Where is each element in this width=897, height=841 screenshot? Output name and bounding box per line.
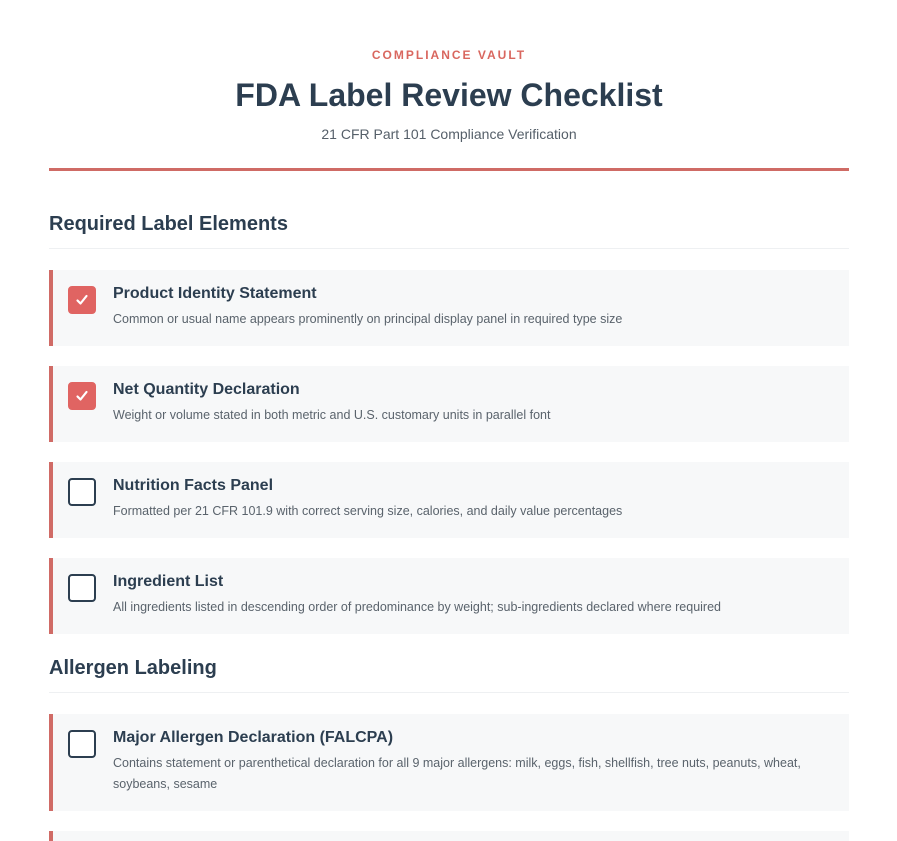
item-title: Nutrition Facts Panel <box>113 477 274 494</box>
next-checklist-item-partial <box>49 831 849 841</box>
item-title: Net Quantity Declaration <box>113 381 300 398</box>
checkbox[interactable] <box>68 574 96 602</box>
item-title: Product Identity Statement <box>113 285 317 302</box>
section-allergen-labeling <box>49 714 849 841</box>
item-description: Common or usual name appears prominently on principal display panel in required type size <box>113 312 623 326</box>
item-description: Weight or volume stated in both metric and U.S. customary units in parallel font <box>113 408 551 422</box>
checkbox[interactable] <box>68 286 96 314</box>
section-title-allergen-labeling: Allergen Labeling <box>49 656 849 693</box>
item-title: Ingredient List <box>113 573 224 590</box>
section-title-required-label-elements: Required Label Elements <box>49 212 849 249</box>
checkmark-icon <box>75 293 89 307</box>
item-description: Contains statement or parenthetical declaration for all 9 major allergens: milk, eggs, fish, shellfish, tree nuts, peanuts, wheat, soybeans, sesame <box>113 756 801 791</box>
page-header <box>49 0 849 142</box>
item-description: All ingredients listed in descending order of predominance by weight; sub-ingredients declared where required <box>113 600 721 614</box>
checklist-item-nutrition-facts[interactable] <box>49 462 849 538</box>
checklist-item-net-quantity[interactable] <box>49 366 849 442</box>
checklist-item-ingredient-list[interactable] <box>49 558 849 634</box>
checklist-item-major-allergen-declaration[interactable] <box>49 714 849 811</box>
checkmark-icon <box>75 389 89 403</box>
header-divider <box>49 168 849 171</box>
checklist-item-product-identity[interactable] <box>49 270 849 346</box>
checkbox[interactable] <box>68 382 96 410</box>
section-required-label-elements <box>49 270 849 634</box>
brand-eyebrow: COMPLIANCE VAULT <box>371 48 527 62</box>
page-title: FDA Label Review Checklist <box>235 77 663 113</box>
checklist-page <box>49 0 849 841</box>
checkbox[interactable] <box>68 730 96 758</box>
page-subtitle: 21 CFR Part 101 Compliance Verification <box>321 126 577 142</box>
checkbox[interactable] <box>68 478 96 506</box>
item-description: Formatted per 21 CFR 101.9 with correct serving size, calories, and daily value percentages <box>113 504 623 518</box>
item-title: Major Allergen Declaration (FALCPA) <box>113 729 394 746</box>
